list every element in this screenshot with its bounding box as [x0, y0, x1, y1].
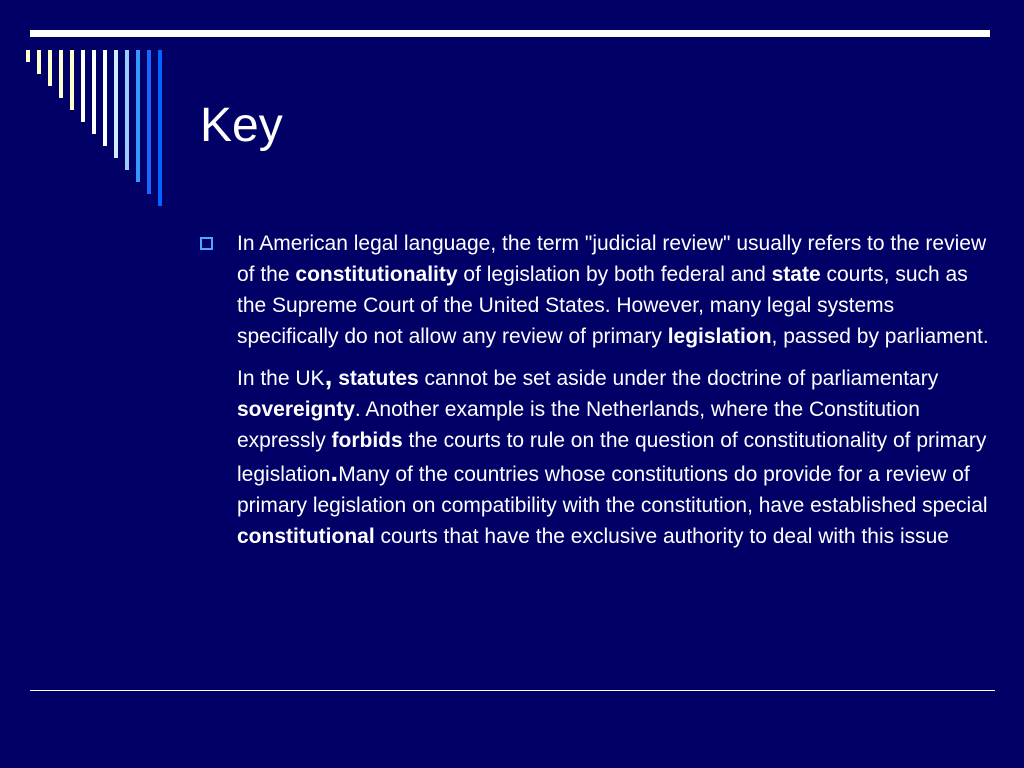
text-run: , passed by parliament.	[771, 325, 989, 348]
text-run: Many of the countries whose constitutions do provide for a review of primary legislation on compatibility with the constitution, have established special	[237, 463, 988, 517]
stripe	[70, 50, 74, 110]
bold-term: sovereignty	[237, 398, 355, 421]
bottom-rule	[30, 690, 995, 691]
large-punctuation: ,	[324, 360, 333, 391]
stripe	[103, 50, 107, 146]
bold-term: constitutional	[237, 525, 375, 548]
paragraph-2	[237, 360, 990, 552]
stripe	[26, 50, 30, 62]
text-run: courts that have the exclusive authority to deal with this issue	[374, 525, 949, 548]
stripe	[147, 50, 151, 194]
text-run: In American legal language, the term "judicial review" usually refers to the review of the	[237, 232, 987, 286]
text-run: . Another example is the Netherlands, where the Constitution expressly	[237, 398, 920, 452]
stripe	[114, 50, 118, 158]
stripe	[59, 50, 63, 98]
stripe	[92, 50, 96, 134]
decorative-stripes	[0, 0, 170, 210]
stripe	[37, 50, 41, 74]
stripe	[48, 50, 52, 86]
stripe	[158, 50, 162, 206]
large-punctuation: .	[330, 456, 339, 487]
stripe	[81, 50, 85, 122]
bold-term: forbids	[331, 429, 403, 452]
top-rule	[30, 30, 990, 37]
text-run: the courts to rule on the question of constitutionality of primary legislation	[237, 429, 987, 486]
text-run: cannot be set aside under the doctrine of parliamentary	[418, 367, 939, 390]
stripe	[136, 50, 140, 182]
bold-term: constitutionality	[295, 263, 458, 286]
slide-title: Key	[200, 99, 283, 152]
text-run: In the UK	[237, 367, 325, 390]
bold-term: state	[771, 263, 821, 286]
paragraph-1	[237, 228, 990, 352]
bold-term: statutes	[338, 367, 419, 390]
bullet-item	[200, 228, 990, 552]
stripe	[125, 50, 129, 170]
bold-term: legislation	[667, 325, 772, 348]
text-run: of legislation by both federal and	[457, 263, 772, 286]
text-run: courts, such as the Supreme Court of the United States. However, many legal systems specifically do not allow any review of primary	[237, 263, 968, 348]
square-bullet-icon	[200, 237, 213, 250]
